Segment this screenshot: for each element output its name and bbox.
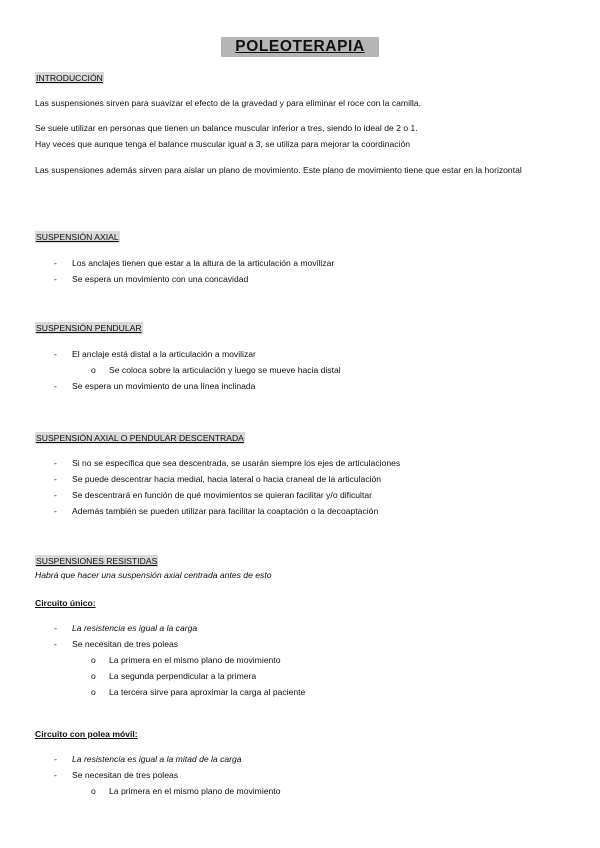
resistidas-note: Habrá que hacer una suspensión axial centrada antes de esto [35, 570, 272, 580]
list-item [54, 348, 256, 360]
page-title: POLEOTERAPIA [221, 37, 379, 57]
sub-list-item [91, 364, 341, 376]
intro-paragraph-1: Las suspensiones sirven para suavizar el efecto de la gravedad y para eliminar el roce con la camilla. [35, 98, 421, 108]
section-heading-descentrada: SUSPENSIÓN AXIAL O PENDULAR DESCENTRADA [36, 433, 244, 443]
subsection-title-circuito-movil: Circuito con polea móvil: [35, 729, 138, 739]
list-item [54, 505, 378, 517]
section-heading-pendular: SUSPENSIÓN PENDULAR [36, 323, 142, 333]
sub-list-item [91, 670, 256, 682]
intro-paragraph-2b: Hay veces que aunque tenga el balance muscular igual a 3, se utiliza para mejorar la coordinación [35, 139, 411, 149]
dash-marker: - [54, 474, 57, 484]
dash-marker: - [54, 458, 57, 468]
sub-list-item-text: La primera en el mismo plano de movimiento [109, 655, 281, 665]
dash-marker: - [54, 770, 57, 780]
circle-marker: o [91, 786, 96, 796]
list-item [54, 769, 178, 781]
list-item [54, 638, 178, 650]
list-item-text: Se espera un movimiento de una línea inclinada [72, 381, 256, 391]
list-item [54, 380, 255, 392]
dash-marker: - [54, 506, 57, 516]
list-item-text: Si no se especifica que sea descentrada, se usarán siempre los ejes de articulaciones [72, 458, 401, 468]
list-item [54, 489, 372, 501]
dash-marker: - [54, 381, 57, 391]
list-item [54, 753, 242, 765]
dash-marker: - [54, 639, 57, 649]
dash-marker: - [54, 754, 57, 764]
sub-list-item [91, 654, 280, 666]
list-item [54, 257, 334, 269]
list-item [54, 622, 197, 634]
section-heading-introduccion: INTRODUCCIÓN [36, 73, 103, 83]
list-item-text: Además también se pueden utilizar para facilitar la coaptación o la decoaptación [72, 506, 379, 516]
list-item-text: Se espera un movimiento con una concavidad [72, 274, 249, 284]
circle-marker: o [91, 365, 96, 375]
list-item-text: Se necesitan de tres poleas [72, 770, 179, 780]
subsection-title-circuito-unico: Circuito único: [35, 598, 96, 608]
sub-list-item-text: Se coloca sobre la articulación y luego se mueve hacia distal [109, 365, 341, 375]
circle-marker: o [91, 671, 96, 681]
list-item-text: La resistencia es igual a la mitad de la carga [72, 754, 242, 764]
list-item-text: Se necesitan de tres poleas [72, 639, 179, 649]
section-heading-axial: SUSPENSIÓN AXIAL [36, 232, 119, 242]
sub-list-item-text: La segunda perpendicular a la primera [109, 671, 257, 681]
section-heading-resistidas: SUSPENSIONES RESISTIDAS [36, 556, 158, 566]
sub-list-item [91, 785, 280, 797]
list-item-text: Los anclajes tienen que estar a la altura de la articulación a movilizar [72, 258, 335, 268]
dash-marker: - [54, 623, 57, 633]
circle-marker: o [91, 687, 96, 697]
intro-paragraph-2a: Se suele utilizar en personas que tienen un balance muscular inferior a tres, siendo lo ideal de 2 o 1. [35, 123, 418, 133]
dash-marker: - [54, 349, 57, 359]
dash-marker: - [54, 274, 57, 284]
sub-list-item [91, 686, 305, 698]
list-item [54, 273, 248, 285]
list-item-text: La resistencia es igual a la carga [72, 623, 198, 633]
sub-list-item-text: La primera en el mismo plano de movimiento [109, 786, 281, 796]
list-item [54, 473, 381, 485]
list-item [54, 457, 400, 469]
list-item-text: Se descentrará en función de qué movimientos se quieran facilitar y/o dificultar [72, 490, 372, 500]
list-item-text: Se puede descentrar hacia medial, hacia lateral o hacia craneal de la articulación [72, 474, 382, 484]
intro-paragraph-3: Las suspensiones además sirven para aislar un plano de movimiento. Este plano de movimiento tiene que estar en la horizontal [35, 165, 522, 175]
sub-list-item-text: La tercera sirve para aproximar la carga al paciente [109, 687, 306, 697]
list-item-text: El anclaje está distal a la articulación a movilizar [72, 349, 256, 359]
dash-marker: - [54, 490, 57, 500]
circle-marker: o [91, 655, 96, 665]
dash-marker: - [54, 258, 57, 268]
